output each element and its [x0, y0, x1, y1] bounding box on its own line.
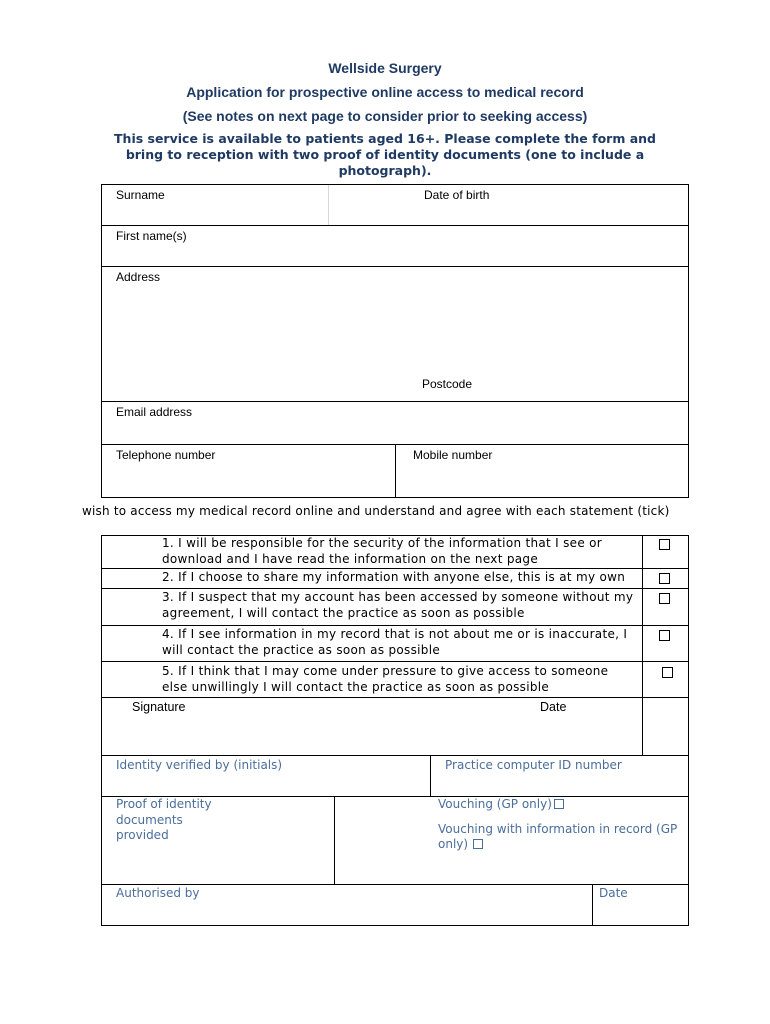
vouching-option[interactable]: Vouching (GP only) [438, 797, 564, 811]
vouching-info-checkbox[interactable] [473, 839, 483, 849]
statement-1-checkbox[interactable] [659, 539, 670, 550]
postcode-field[interactable]: Postcode [422, 377, 473, 391]
telephone-field[interactable]: Telephone number [116, 448, 216, 462]
statement-3-checkbox[interactable] [659, 593, 670, 604]
form-subtitle: (See notes on next page to consider prior to seeking access) [182, 108, 588, 124]
dob-field[interactable]: Date of birth [424, 188, 490, 202]
practice-name: Wellside Surgery [328, 60, 442, 76]
address-field[interactable]: Address [116, 270, 161, 284]
statement-1: 1. I will be responsible for the security of the information that I see or download and I have read the information on the next page [162, 536, 603, 566]
statement-5-checkbox[interactable] [662, 667, 673, 678]
declaration-text: wish to access my medical record online and understand and agree with each statement (tick) [82, 504, 670, 518]
identity-verified-field[interactable]: Identity verified by (initials) [116, 758, 283, 772]
vouching-info-option[interactable]: Vouching with information in record (GP only) [438, 822, 678, 851]
intro-text: This service is available to patients aged 16+. Please complete the form and bring to reception with two proof of identity documents (one to include a photograph). [114, 131, 656, 178]
statement-2-checkbox[interactable] [659, 573, 670, 584]
signature-date-field[interactable]: Date [540, 700, 567, 714]
signature-field[interactable]: Signature [132, 700, 186, 714]
statement-5: 5. If I think that I may come under pressure to give access to someone else unwillingly I will contact the practice as soon as possible [162, 664, 609, 694]
statement-4: 4. If I see information in my record that is not about me or is inaccurate, I will contact the practice as soon as possible [162, 627, 628, 657]
vouching-checkbox[interactable] [554, 799, 564, 809]
proof-of-identity-field[interactable]: Proof of identity documents provided [116, 797, 212, 842]
practice-id-field[interactable]: Practice computer ID number [445, 758, 622, 772]
mobile-field[interactable]: Mobile number [413, 448, 493, 462]
surname-field[interactable]: Surname [116, 188, 165, 202]
statement-3: 3. If I suspect that my account has been accessed by someone without my agreement, I will contact the practice as soon as possible [162, 590, 634, 620]
authorised-by-field[interactable]: Authorised by [116, 886, 200, 900]
statement-2: 2. If I choose to share my information with anyone else, this is at my own [162, 570, 626, 584]
authorised-date-field[interactable]: Date [599, 886, 628, 900]
statement-4-checkbox[interactable] [659, 630, 670, 641]
email-field[interactable]: Email address [116, 405, 193, 419]
first-name-field[interactable]: First name(s) [116, 229, 187, 243]
form-title: Application for prospective online access to medical record [186, 84, 584, 100]
